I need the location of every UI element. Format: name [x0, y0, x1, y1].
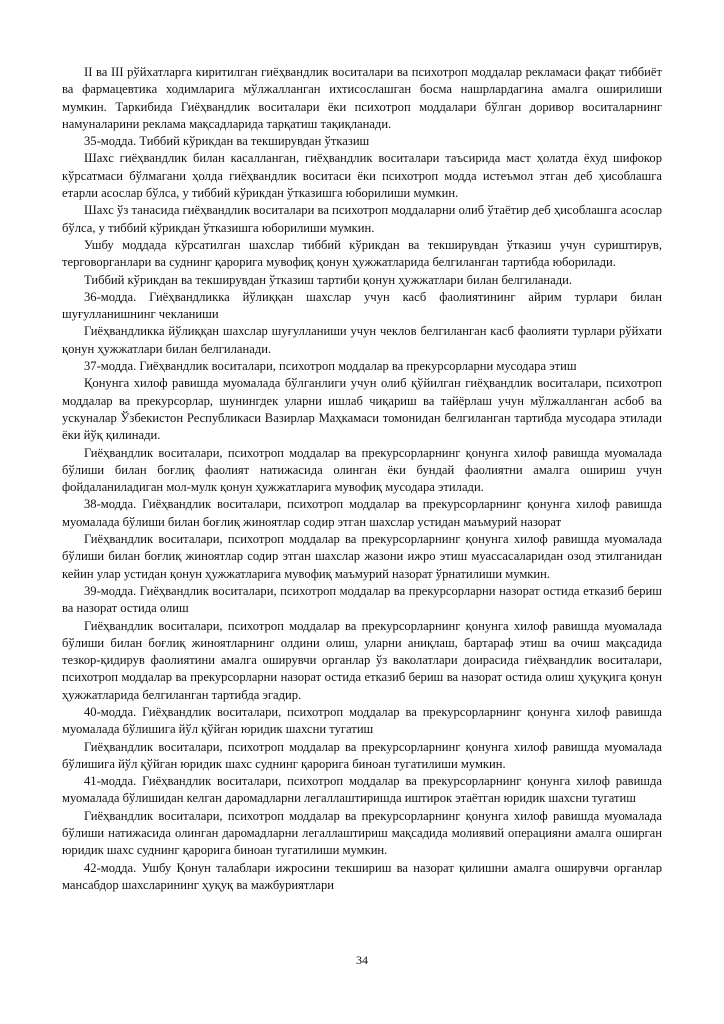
page-number: 34	[356, 953, 368, 967]
paragraph: Гиёҳвандлик воситалари, психотроп моддалар ва прекурсорларнинг қонунга хилоф равишда муомалада бўлишига йўл қўйган юридик шахс суднинг қарорига биноан тугатилиши мумкин.	[62, 739, 662, 771]
paragraph: Гиёҳвандликка йўлиққан шахслар шуғулланиши учун чеклов белгиланган касб фаолияти турлари рўйхати қонун ҳужжатлари билан белгиланади.	[62, 324, 662, 356]
article-37-heading: 37-модда. Гиёҳвандлик воситалари, психотроп моддалар ва прекурсорларни мусодара этиш	[84, 359, 577, 374]
article-35-heading: 35-модда. Тиббий кўрикдан ва текширувдан ўтказиш	[84, 134, 370, 149]
paragraph: Гиёҳвандлик воситалари, психотроп моддалар ва прекурсорларнинг қонунга хилоф равишда муомалада бўлиши билан боғлиқ жиноятлар содир этган шахслар жазони ижро этиш муассасаларидан озод этилганидан кейин улар устидан қонун ҳужжатларига мувофиқ маъмурий назорат ўрнатилиши мумкин.	[62, 532, 662, 581]
article-41-heading: 41-модда. Гиёҳвандлик воситалари, психотроп моддалар ва прекурсорларнинг қонунга хилоф равишда муомалада бўлишидан келган даромадларни легаллаштиришда иштирок этаётган юридик шахсни тугатиш	[62, 774, 662, 806]
paragraph: Тиббий кўрикдан ва текширувдан ўтказиш тартиби қонун ҳужжатлари билан белгиланади.	[84, 272, 573, 287]
paragraph: Гиёҳвандлик воситалари, психотроп моддалар ва прекурсорларнинг қонунга хилоф равишда муомалада бўлиши билан боғлиқ жиноятларнинг олдини олиш, уларни аниқлаш, бартараф этиш ва очиш мақсадида тезкор-қидирув фаолиятини амалга оширувчи органлар ўз ваколатлари доирасида гиёҳвандлик воситалари, психотроп моддалар ва прекурсорларни назорат остида етказиб бериш ва назорат остида олиш ҳуқуқига қонун ҳужжатларида белгиланган тартибда эгадир.	[62, 618, 662, 702]
article-40-heading: 40-модда. Гиёҳвандлик воситалари, психотроп моддалар ва прекурсорларнинг қонунга хилоф равишда муомалада бўлишига йўл қўйган юридик шахсни тугатиш	[62, 704, 662, 737]
article-39-heading: 39-модда. Гиёҳвандлик воситалари, психотроп моддалар ва прекурсорларни назорат остида етказиб бериш ва назорат остида олиш	[62, 583, 662, 616]
paragraph: Шахс ўз танасида гиёҳвандлик воситалари ва психотроп моддаларни олиб ўтаётир деб ҳисоблашга асослар бўлса, у тиббий кўрикдан ўтказишга юборилиши мумкин.	[62, 203, 662, 235]
document-body	[62, 64, 662, 894]
article-42-heading: 42-модда. Ушбу Қонун талаблари ижросини текшириш ва назорат қилишни амалга оширувчи органлар мансабдор шахсларининг ҳуқуқ ва мажбуриятлари	[62, 860, 662, 892]
article-38-heading: 38-модда. Гиёҳвандлик воситалари, психотроп моддалар ва прекурсорларнинг қонунга хилоф равишда муомалада бўлиши билан боғлиқ жиноятлар содир этган шахслар устидан маъмурий назорат	[62, 497, 662, 529]
paragraph-advertising-restriction: II ва III рўйхатларга киритилган гиёҳвандлик воситалари ва психотроп моддалар рекламаси фақат тиббиёт ва фармацевтика ходимларига мўлжалланган ихтисослашган босма нашрлардагина амалга оширилиши мумкин. Таркибида Гиёҳвандлик воситалари ёки психотроп моддалари бўлган доривор воситаларнинг намуналарини реклама мақсадларида тарқатиш тақиқланади.	[62, 65, 662, 131]
paragraph: Ушбу моддада кўрсатилган шахслар тиббий кўрикдан ва текширувдан ўтказиш учун суриштирув, терговорганлари ва суднинг қарорига мувофиқ қонун ҳужжатларида белгиланган тартибда юборилади.	[62, 237, 662, 270]
paragraph: Гиёҳвандлик воситалари, психотроп моддалар ва прекурсорларнинг қонунга хилоф равишда муомалада бўлиши билан боғлиқ фаолият натижасида олинган ёки бундай фаолиятни амалга ошириш учун фойдаланиладиган мол-мулк қонун ҳужжатларига мувофиқ мусодара этилади.	[62, 445, 662, 495]
paragraph: Гиёҳвандлик воситалари, психотроп моддалар ва прекурсорларнинг қонунга хилоф равишда муомалада бўлиши натижасида олинган даромадларни легаллаштириш мақсадида молиявий операцияни амалга оширган юридик шахс суднинг қарорига биноан тугатилиши мумкин.	[62, 808, 662, 858]
paragraph: Қонунга хилоф равишда муомалада бўлганлиги учун олиб қўйилган гиёҳвандлик воситалари, психотроп моддалар ва прекурсорлар, шунингдек уларни ишлаб чиқариш ва тайёрлаш учун мўлжалланган асбоб ва ускуналар Ўзбекистон Республикаси Вазирлар Маҳкамаси томонидан белгиланган тартибда мусодара этилади ёки йўқ қилинади.	[62, 376, 662, 443]
article-36-heading: 36-модда. Гиёҳвандликка йўлиққан шахслар учун касб фаолиятининг айрим турлари билан шуғулланишнинг чекланиши	[62, 289, 662, 322]
paragraph: Шахс гиёҳвандлик билан касалланган, гиёҳвандлик воситалари таъсирида маст ҳолатда ёхуд шифокор кўрсатмаси бўлмагани ҳолда гиёҳвандлик воситаси ёки психотроп модда истеъмол этган деб ҳисоблашга етарли асослар бўлса, у тиббий кўрикдан ўтказишга юборилиши мумкин.	[62, 151, 662, 201]
